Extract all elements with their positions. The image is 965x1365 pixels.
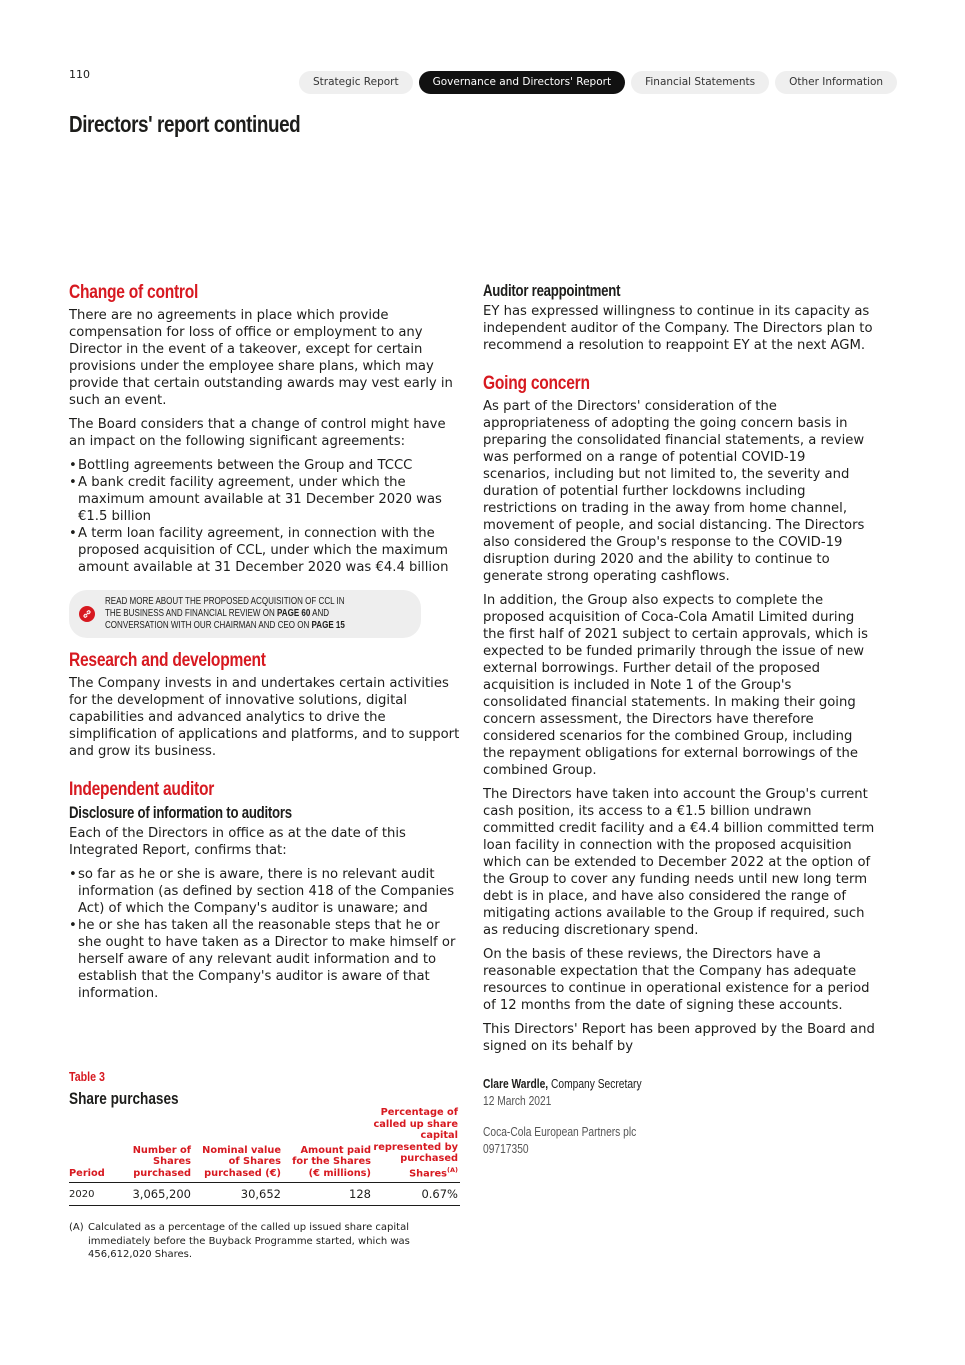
list-item: • he or she has taken all the reasonable steps that he or she ought to have taken as a Director to make himself or herself aware of any relevant audit information and to establish that the Company's auditor is aware of that information. [69,917,461,1002]
table-title: Share purchases [69,1089,179,1108]
col-nominal-value: Nominal value of Shares purchased (€) [193,1107,283,1183]
auditor-reappointment-para: EY has expressed willingness to continue in its capacity as independent auditor of the Company. The Directors plan to recommend a resolution to reappoint EY at the next AGM. [483,304,873,353]
going-concern-para-1: As part of the Directors' consideration of the appropriateness of adopting the going concern basis in preparing the consolidated financial statements, a review was performed on a range of potential COVID-19 scenarios, including but not limited to, the severity and duration of potential further lockdowns including restrictions on trading in the away from home channel, movement of people, and social distancing. The Directors also considered the Group's response to the COVID-19 disruption during 2020 and the ability to continue to generate strong operating cashflows. [483,399,865,584]
page-title: Directors' report continued [69,111,301,137]
tab-financial-statements[interactable]: Financial Statements [631,71,769,94]
read-more-callout[interactable] [69,590,421,638]
cell-percentage: 0.67% [373,1183,460,1206]
cell-number: 3,065,200 [129,1183,193,1206]
footnote-mark: (A) [69,1222,84,1233]
footnote-text: Calculated as a percentage of the called up issued share capital immediately before the Buyback Programme started, which was 456,612,020 Shares. [88,1222,410,1260]
change-of-control-heading: Change of control [69,282,199,303]
col-percentage: Percentage of called up share capital represented by purchased Shares$^{(A)}$ [373,1107,460,1183]
footnote-ref: (A) [447,1165,458,1174]
cell-amount: 128 [283,1183,373,1206]
change-of-control-para-2: The Board considers that a change of control might have an impact on the following significant agreements: [69,417,446,449]
table-row [69,1183,460,1206]
going-concern-para-4: On the basis of these reviews, the Directors have a reasonable expectation that the Company has adequate resources to continue in operational existence for a period of 12 months from the date of signing these accounts. [483,947,870,1013]
list-item: • A term loan facility agreement, in connection with the proposed acquisition of CCL, under which the maximum amount available at 31 December 2020 was €4.4 billion [69,525,461,576]
signature-date: 12 March 2021 [483,1094,552,1108]
signatory-role: Company Secretary [550,1077,642,1091]
going-concern-para-5: This Directors' Report has been approved by the Board and signed on its behalf by [483,1022,875,1054]
list-item: • Bottling agreements between the Group and TCCC [69,457,461,474]
read-more-text: READ MORE ABOUT THE PROPOSED ACQUISITION OF CCL IN THE BUSINESS AND FINANCIAL REVIEW ON PAGE 60 AND CONVERSATION WITH OUR CHAIRMAN AND CEO ON PAGE 15 [105,596,345,631]
table-header-row [69,1107,460,1183]
cell-nominal: 30,652 [193,1183,283,1206]
independent-auditor-list [69,866,461,1002]
share-purchases-table [69,1107,460,1206]
col-amount-paid: Amount paid for the Shares (€ millions) [283,1107,373,1183]
change-of-control-list [69,457,461,576]
research-para: The Company invests in and undertakes certain activities for the development of innovative solutions, digital capabilities and advanced analytics to drive the simplification of applications and platforms, and to support and grow its business. [69,676,460,759]
signatory [483,1076,804,1093]
company-name: Coca-Cola European Partners plc [483,1125,637,1139]
going-concern-para-3: The Directors have taken into account the Group's current cash position, its access to a €1.5 billion undrawn committed credit facility and a €4.4 billion committed term loan facility in connection with the proposed acquisition which can be extended to December 2022 at the option of the Group to cover any funding needs until new long term debt is in place, and have also considered the range of mitigating actions available to the Group if required, such as reducing discretionary spend. [483,787,875,938]
right-column [483,282,875,1158]
tab-governance[interactable]: Governance and Directors' Report [419,71,625,94]
tab-strategic-report[interactable]: Strategic Report [299,71,413,94]
tab-other-information[interactable]: Other Information [775,71,897,94]
left-column [69,282,461,1012]
page-60-link[interactable]: PAGE 60 [277,608,311,619]
col-period: Period [69,1107,129,1183]
signatory-name: Clare Wardle, [483,1077,549,1091]
research-heading: Research and development [69,650,266,671]
page-number: 110 [69,68,90,81]
disclosure-subheading: Disclosure of information to auditors [69,804,292,822]
table-label: Table 3 [69,1069,105,1084]
independent-auditor-heading: Independent auditor [69,779,215,800]
going-concern-para-2: In addition, the Group also expects to complete the proposed acquisition of Coca-Cola Amatil Limited during the first half of 2021 subject to certain approvals, which is expected to be funded primarily through the issue of new external borrowings. Further detail of the proposed acquisition is included in Note 1 of the Group's consolidated financial statements. In making their going concern assessment, the Directors have therefore considered scenarios for the combined Group, including the repayment obligations for external borrowings of the combined Group. [483,593,869,778]
going-concern-heading: Going concern [483,373,590,394]
col-number-purchased: Number of Shares purchased [129,1107,193,1183]
list-item: • so far as he or she is aware, there is no relevant audit information (as defined by section 418 of the Companies Act) of which the Company's auditor is unaware; and [69,866,461,917]
company-number: 09717350 [483,1142,529,1156]
change-of-control-para-1: There are no agreements in place which provide compensation for loss of office or employment to any Director in the event of a takeover, except for certain provisions under the employee share plans, which may provide that certain outstanding awards may vest early in such an event. [69,308,453,408]
auditor-reappointment-heading: Auditor reappointment [483,282,621,300]
link-icon [79,606,95,622]
page-15-link[interactable]: PAGE 15 [311,620,345,631]
list-item: • A bank credit facility agreement, under which the maximum amount available at 31 December 2020 was €1.5 billion [69,474,461,525]
independent-auditor-para: Each of the Directors in office as at the date of this Integrated Report, confirms that: [69,826,406,858]
table-footnote [69,1221,439,1262]
section-tabs [299,71,897,94]
cell-period: 2020 [69,1183,129,1206]
